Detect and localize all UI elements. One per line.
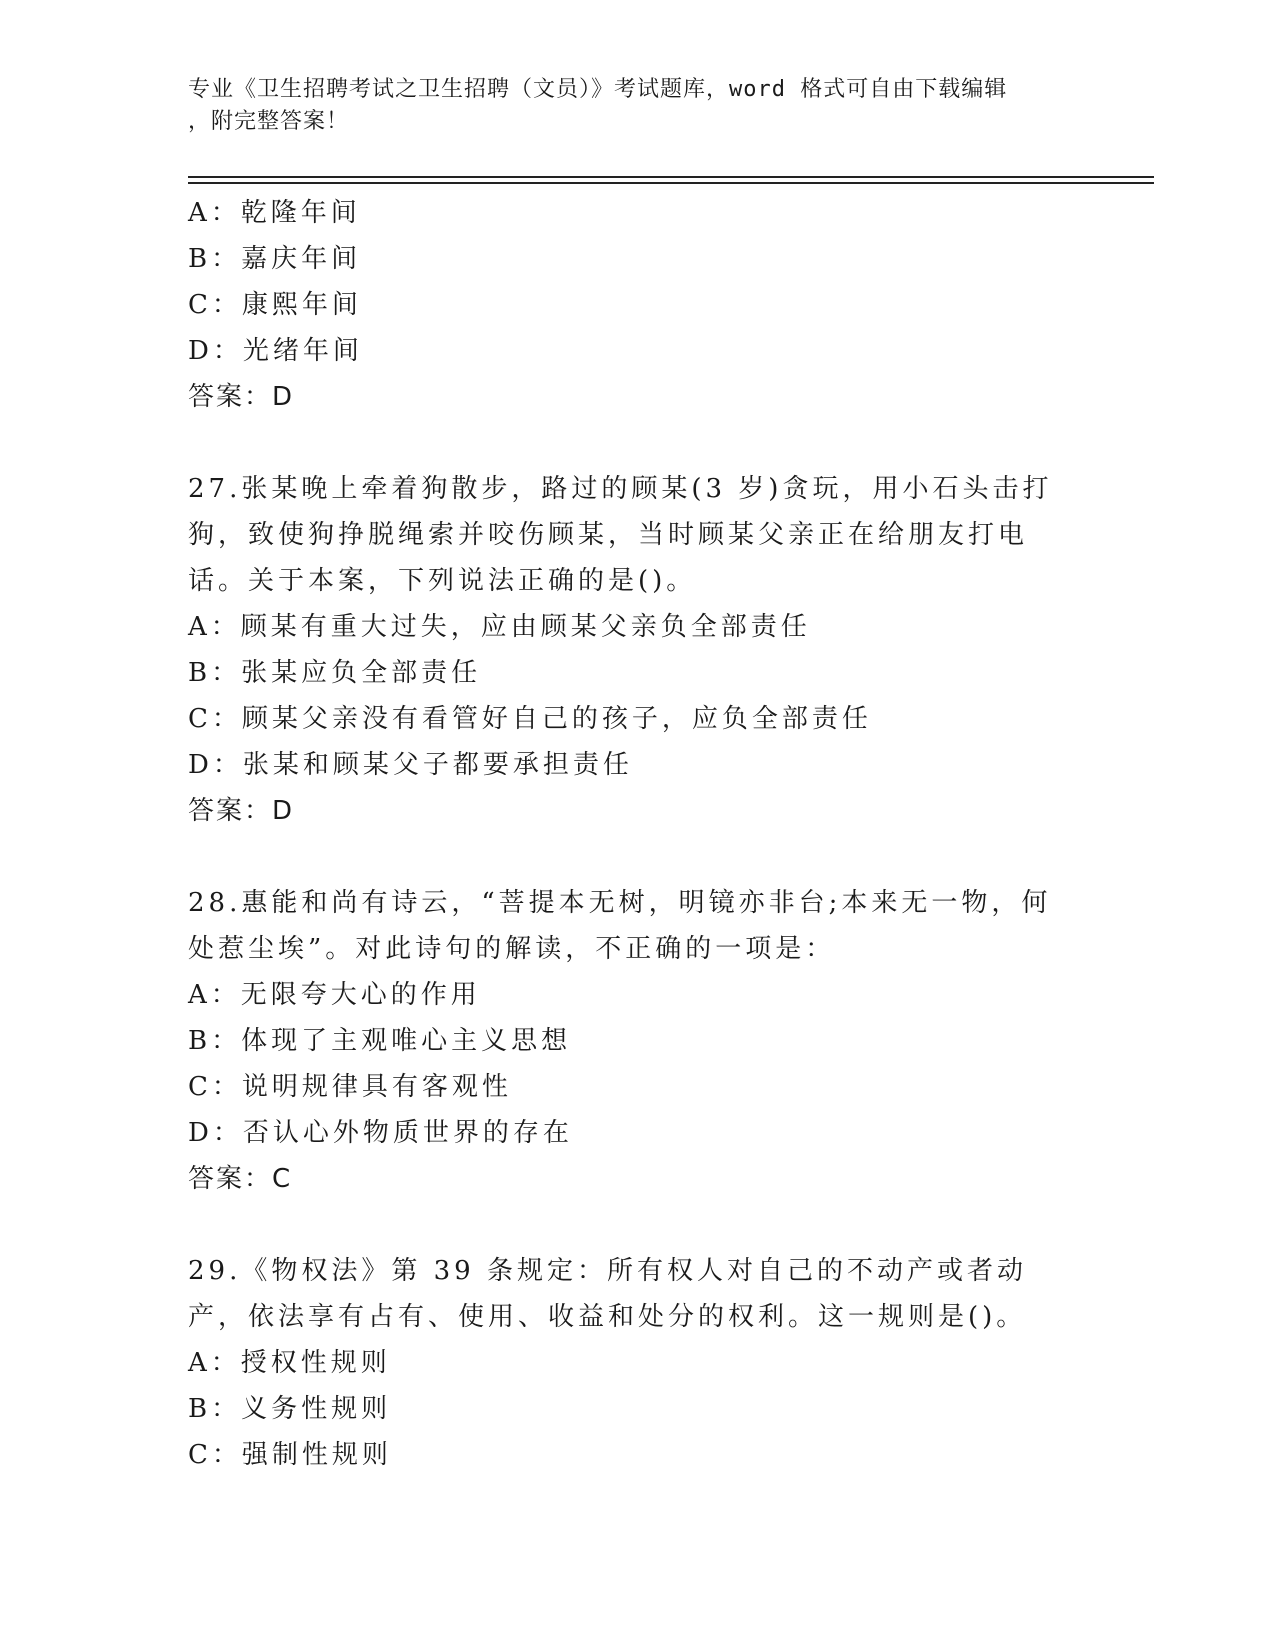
question-stem: 27.张某晚上牵着狗散步，路过的顾某(3 岁)贪玩，用小石头击打狗，致使狗挣脱绳索并咬伤顾某，当时顾某父亲正在给朋友打电话。关于本案，下列说法正确的是()。 — [188, 474, 1053, 596]
option-c: C：顾某父亲没有看管好自己的孩子，应负全部责任 — [188, 704, 872, 734]
header-rule-top — [188, 176, 1154, 178]
option-c: C：康熙年间 — [188, 290, 362, 320]
document-header — [188, 74, 1088, 138]
header-line-1: 专业《卫生招聘考试之卫生招聘（文员）》考试题库，word 格式可自由下载编辑 — [188, 77, 1008, 102]
answer: 答案：D — [188, 382, 295, 412]
question-26-block — [188, 190, 1068, 420]
option-d: D：否认心外物质世界的存在 — [188, 1118, 573, 1148]
question-27-block — [188, 466, 1068, 834]
option-a: A：无限夸大心的作用 — [188, 980, 481, 1010]
question-content — [188, 190, 1068, 1478]
option-d: D：光绪年间 — [188, 336, 363, 366]
question-stem: 28.惠能和尚有诗云，“菩提本无树，明镜亦非台;本来无一物，何处惹尘埃”。对此诗句的解读，不正确的一项是： — [188, 888, 1052, 964]
option-c: C：强制性规则 — [188, 1440, 392, 1470]
header-rule-bottom — [188, 182, 1154, 184]
option-b: B：张某应负全部责任 — [188, 658, 482, 688]
question-29-block — [188, 1248, 1068, 1478]
spacer — [188, 834, 1068, 880]
header-line-2: ，附完整答案！ — [188, 109, 350, 134]
option-c: C：说明规律具有客观性 — [188, 1072, 512, 1102]
option-b: B：义务性规则 — [188, 1394, 392, 1424]
option-a: A：授权性规则 — [188, 1348, 391, 1378]
answer: 答案：C — [188, 1164, 293, 1194]
question-28-block — [188, 880, 1068, 1202]
option-d: D：张某和顾某父子都要承担责任 — [188, 750, 633, 780]
answer: 答案：D — [188, 796, 295, 826]
option-b: B：体现了主观唯心主义思想 — [188, 1026, 572, 1056]
option-b: B：嘉庆年间 — [188, 244, 362, 274]
spacer — [188, 1202, 1068, 1248]
option-a: A：顾某有重大过失，应由顾某父亲负全部责任 — [188, 612, 811, 642]
question-stem: 29.《物权法》第 39 条规定：所有权人对自己的不动产或者动产，依法享有占有、使用、收益和处分的权利。这一规则是()。 — [188, 1256, 1027, 1332]
option-a: A：乾隆年间 — [188, 198, 361, 228]
spacer — [188, 420, 1068, 466]
